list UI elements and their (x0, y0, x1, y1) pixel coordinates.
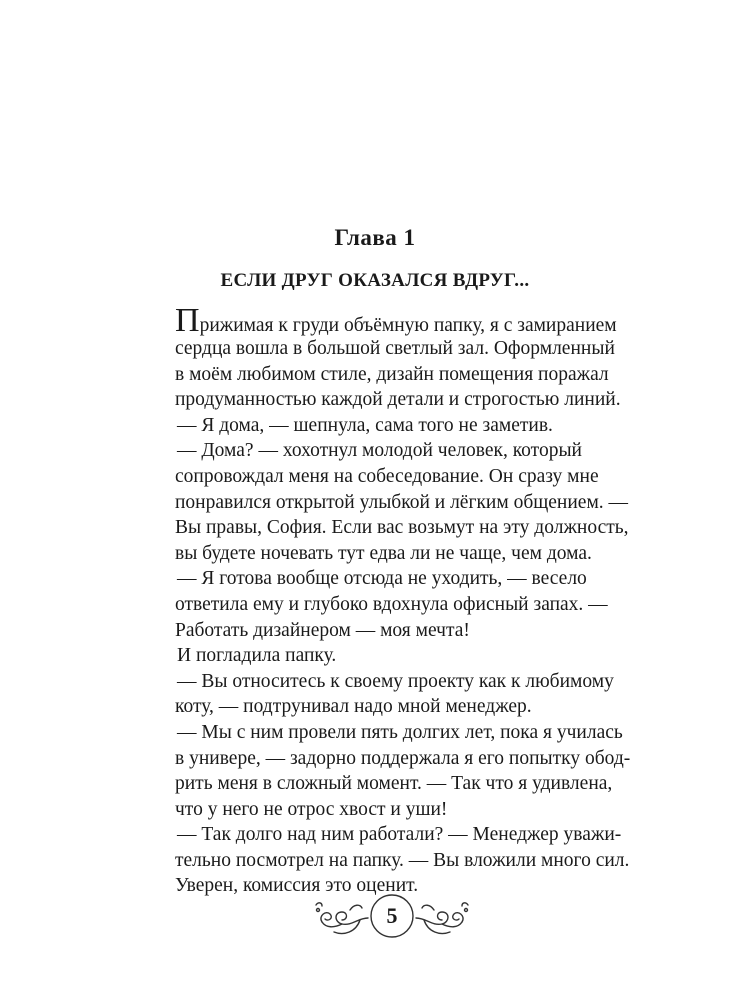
paragraph-line: тельно посмотрел на папку. — Вы вложили много сил. (175, 849, 630, 871)
paragraph-line: И погладила папку. (177, 645, 337, 667)
paragraph-line: — Так долго над ним работали? — Менеджер уважи- (177, 824, 622, 846)
paragraph-line: — Я дома, — шепнула, сама того не заметив. (177, 414, 553, 436)
paragraph-line: — Мы с ним провели пять долгих лет, пока я училась (177, 721, 623, 743)
paragraph-line (175, 302, 617, 339)
paragraph (175, 438, 629, 566)
paragraph (175, 720, 631, 822)
paragraph (175, 566, 608, 643)
paragraph (175, 413, 575, 439)
paragraph-line: что у него не отрос хвост и уши! (175, 798, 448, 820)
paragraph (175, 643, 575, 669)
body-text (175, 302, 631, 899)
chapter-title: ЕСЛИ ДРУГ ОКАЗАЛСЯ ВДРУГ... (220, 270, 530, 291)
paragraph-line: в моём любимом стиле, дизайн помещения поражал (175, 363, 609, 385)
paragraph-line: — Дома? — хохотнул молодой человек, который (177, 440, 582, 462)
paragraph-line: Вы правы, София. Если вас возьмут на эту должность, (175, 517, 629, 539)
chapter-number: Глава 1 (334, 225, 416, 250)
paragraph-line: — Я готова вообще отсюда не уходить, — весело (177, 568, 587, 590)
paragraph (175, 302, 621, 413)
paragraph-line: Уверен, комиссия это оценит. (175, 875, 419, 897)
paragraph-line: ответила ему и глубоко вдохнула офисный запах. — (175, 593, 608, 615)
drop-cap-line-text: рижимая к груди объёмную папку, я с замиранием (199, 315, 617, 336)
paragraph (175, 822, 630, 899)
paragraph-line: коту, — подтрунивал надо мной менеджер. (175, 696, 532, 718)
page-footer (0, 892, 750, 948)
paragraph-line: рить меня в сложный момент. — Так что я удивлена, (175, 773, 613, 795)
paragraph-line: Работать дизайнером — моя мечта! (175, 619, 470, 641)
paragraph-line: понравился открытой улыбкой и лёгким общением. — (175, 491, 629, 513)
paragraph (175, 669, 614, 720)
drop-cap: П (175, 302, 200, 339)
paragraph-line: вы будете ночевать тут едва ли не чаще, чем дома. (175, 542, 592, 564)
paragraph-line: — Вы относитесь к своему проекту как к любимому (177, 670, 614, 692)
paragraph-line: продуманностью каждой детали и строгостью линий. (175, 389, 621, 411)
paragraph-line: в универе, — задорно поддержала я его попытку обод- (175, 747, 631, 769)
page-number: 5 (386, 903, 398, 928)
paragraph-line: сердца вошла в большой светлый зал. Оформленный (175, 338, 615, 359)
paragraph-line: сопровождал меня на собеседование. Он сразу мне (175, 465, 599, 487)
